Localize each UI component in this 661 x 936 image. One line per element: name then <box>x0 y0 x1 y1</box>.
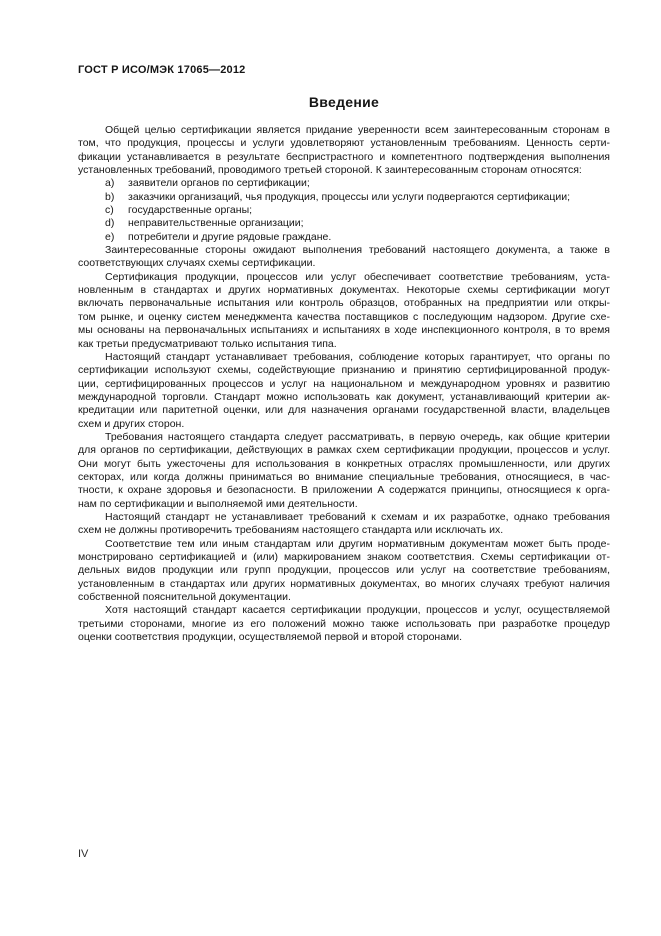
list-item-marker: d) <box>105 217 115 230</box>
text-line: установленных требований, проводимого третьей стороной. К заинтересованным сторонам относятся: <box>78 164 582 177</box>
document-body <box>78 124 610 644</box>
text-line: Они могут быть ужесточены для использования в конкретных отраслях промышленности, или других <box>78 457 610 470</box>
text-line: соответствующих случаях схемы сертификации. <box>78 257 316 270</box>
text-line: мы основаны на первоначальных испытаниях и испытаниях в ходе инспекционного контроля, в то время <box>78 324 610 337</box>
list-item <box>78 204 610 217</box>
text-line: том рынке, и оценку систем менеджмента качества поставщиков с последующим надзором. Другие схе- <box>78 310 610 323</box>
list-item-marker: a) <box>105 177 115 190</box>
text-line: Хотя настоящий стандарт касается сертификации продукции, процессов и услуг, осуществляемой <box>105 604 610 617</box>
text-line: Настоящий стандарт не устанавливает требований к схемам и их разработке, однако требования <box>105 510 610 523</box>
list-item <box>78 177 610 190</box>
text-line: сертификации используют схемы, содействующие признанию и принятию сертифицированной продук- <box>78 364 610 377</box>
list-item-marker: c) <box>105 204 114 217</box>
text-line: тности, к охране здоровья и безопасности. В приложении А содержатся принципы, относящиеся к орга- <box>78 484 610 497</box>
text-line: схем и других сторон. <box>78 417 185 430</box>
text-line: нам по сертификации и выполняемой ими деятельности. <box>78 497 358 510</box>
text-line: Заинтересованные стороны ожидают выполнения требований настоящего документа, а также в <box>105 244 610 257</box>
list-item-marker: b) <box>105 190 115 203</box>
text-line: дельных видов продукции или групп продукции, процессов или услуг на соответствие требованиям, <box>78 564 610 577</box>
text-line: оценки соответствия продукции, осуществляемой первой и второй сторонами. <box>78 631 463 644</box>
text-line: как третьи предусматривают только испытания типа. <box>78 337 337 350</box>
text-line: том, что продукция, процессы и услуги удовлетворяют установленным требованиям. Ценность серти- <box>78 137 610 150</box>
text-line: международной торговли. Стандарт можно использовать как документ, устанавливающий критерии ак- <box>78 390 610 403</box>
list-item-text: государственные органы; <box>128 204 253 217</box>
list-item <box>78 217 610 230</box>
text-line: для органов по сертификации, действующих в рамках схем сертификации продукции, процессов и услуг. <box>78 444 610 457</box>
text-line: включать первоначальные испытания или контроль образцов, отобранных на предприятии или откры- <box>78 297 610 310</box>
text-line: третьими сторонами, многие из его положений можно также использовать при разработке процедур <box>78 617 610 630</box>
text-line: кредитации или паритетной оценки, или для назначения органами государственной власти, владельцев <box>78 404 610 417</box>
list-item-text: потребители и другие рядовые граждане. <box>128 230 332 243</box>
list-item-text: заявители органов по сертификации; <box>128 177 310 190</box>
list-item <box>78 231 610 244</box>
text-line: секторах, или когда должны приниматься во внимание специальные требования, относящиеся, в час- <box>78 470 610 483</box>
text-line: Настоящий стандарт устанавливает требования, соблюдение которых гарантирует, что органы по <box>105 350 610 363</box>
text-line: установленным в стандартах или других нормативных документах, во многих случаях требуют наличия <box>78 577 610 590</box>
text-line: новленным в стандартах и других нормативных документах. Некоторые схемы сертификации могут <box>78 284 610 297</box>
page-number: IV <box>78 848 89 860</box>
text-line: собственной пояснительной документации. <box>78 591 291 604</box>
text-line: схем не должны противоречить требованиям настоящего стандарта или исключать их. <box>78 524 504 537</box>
list-item-marker: e) <box>105 230 115 243</box>
document-standard-number: ГОСТ Р ИСО/МЭК 17065—2012 <box>78 64 246 76</box>
text-line: ции, сертифицированных процессов и услуг на национальном и международном уровнях и развитию <box>78 377 610 390</box>
text-line: Требования настоящего стандарта следует рассматривать, в первую очередь, как общие критерии <box>105 430 610 443</box>
list-item-text: неправительственные организации; <box>128 217 304 230</box>
text-line: монстрировано сертификацией и (или) маркированием знаком соответствия. Схемы сертификации от- <box>78 551 610 563</box>
text-line: фикации устанавливается в результате беспристрастного и компетентного подтверждения выполнения <box>78 150 610 163</box>
section-title: Введение <box>308 94 380 110</box>
text-line: Соответствие тем или иным стандартам или другим нормативным документам может быть проде- <box>105 537 610 550</box>
text-line: Общей целью сертификации является придание уверенности всем заинтересованным сторонам в <box>105 124 610 136</box>
list-item-text: заказчики организаций, чья продукция, процессы или услуги подвергаются сертификации; <box>128 190 571 203</box>
text-line: Сертификация продукции, процессов или услуг обеспечивает соответствие требованиям, уста- <box>105 270 610 283</box>
list-item <box>78 191 610 204</box>
